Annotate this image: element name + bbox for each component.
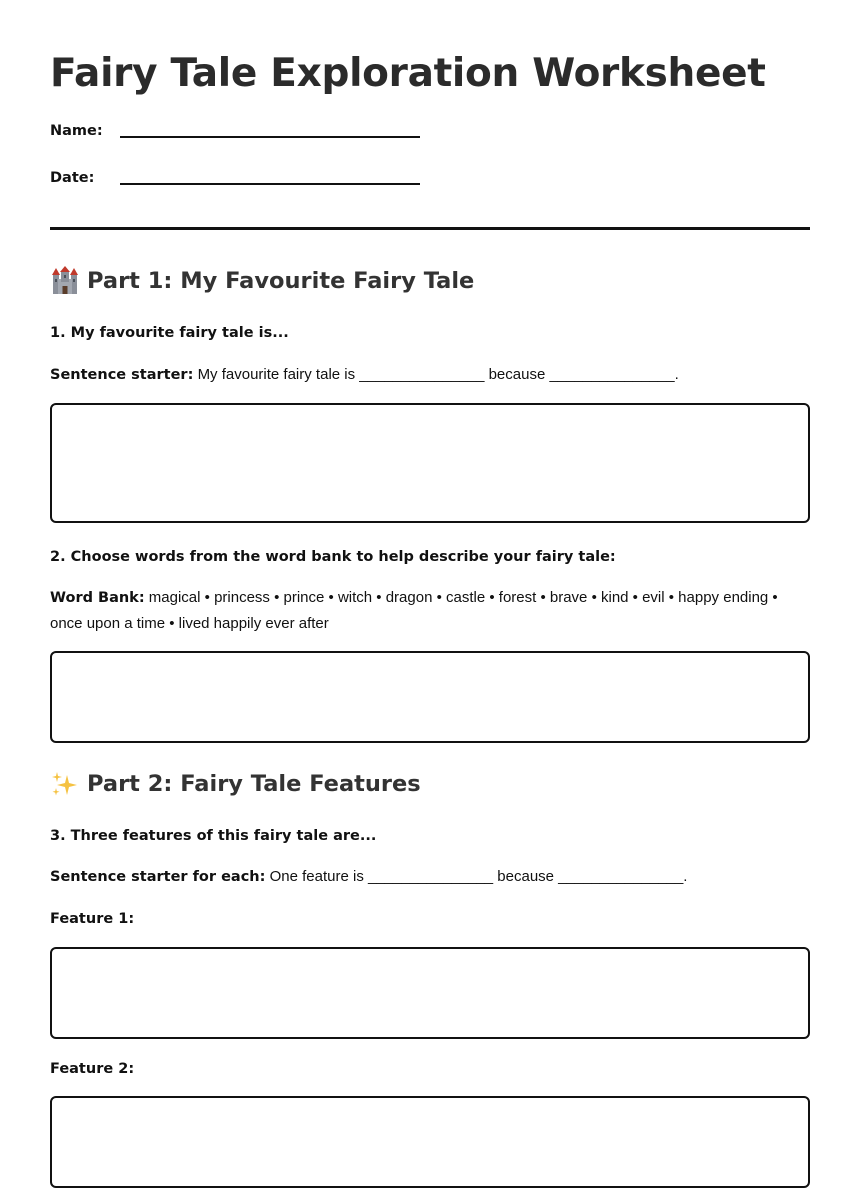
sentence-starter-text: My favourite fairy tale is _______________ because _______________. [197, 366, 679, 383]
answer-box-2[interactable] [50, 651, 810, 743]
sentence-starter-each-label: Sentence starter for each: [50, 869, 266, 885]
question-1: 1. My favourite fairy tale is... [50, 325, 289, 341]
answer-box-1[interactable] [50, 403, 810, 523]
sparkles-icon [50, 769, 80, 799]
feature-2-label: Feature 2: [50, 1061, 135, 1077]
date-field-row [50, 168, 470, 192]
name-label: Name: [50, 123, 103, 139]
date-label: Date: [50, 170, 95, 186]
header-divider [50, 227, 810, 230]
part2-heading-text: Part 2: Fairy Tale Features [87, 771, 421, 797]
feature-1-box[interactable] [50, 947, 810, 1039]
sentence-starter-each-text: One feature is _______________ because _______________. [269, 868, 688, 885]
castle-icon [50, 266, 80, 296]
feature-2-box[interactable] [50, 1096, 810, 1188]
name-field[interactable] [120, 136, 420, 138]
part1-heading [50, 266, 474, 296]
word-bank-text: magical • princess • prince • witch • dragon • castle • forest • brave • kind • evil • happy ending • once upon a time • lived happily ever after [50, 589, 778, 632]
word-bank-label: Word Bank: [50, 590, 145, 606]
worksheet-title: Fairy Tale Exploration Worksheet [50, 51, 766, 96]
question-2: 2. Choose words from the word bank to help describe your fairy tale: [50, 549, 616, 565]
sentence-starter-3 [50, 864, 810, 890]
part2-heading [50, 769, 421, 799]
date-field[interactable] [120, 183, 420, 185]
sentence-starter-1 [50, 362, 810, 388]
question-3: 3. Three features of this fairy tale are... [50, 828, 377, 844]
feature-1-label: Feature 1: [50, 911, 135, 927]
sentence-starter-label: Sentence starter: [50, 367, 194, 383]
word-bank [50, 585, 810, 637]
part1-heading-text: Part 1: My Favourite Fairy Tale [87, 268, 475, 294]
name-field-row [50, 121, 470, 145]
